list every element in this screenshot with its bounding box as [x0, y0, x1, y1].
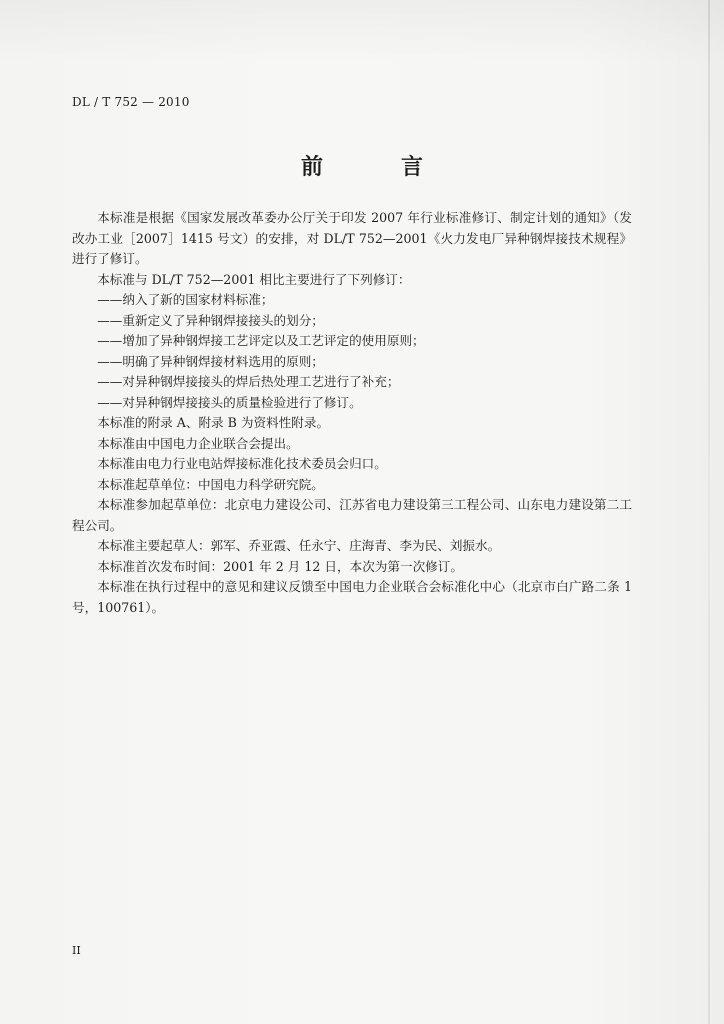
- revision-item: ——增加了异种钢焊接工艺评定以及工艺评定的使用原则；: [97, 333, 425, 348]
- paragraph: 本标准与 DL/T 752—2001 相比主要进行了下列修订：: [97, 271, 411, 287]
- paragraph: 本标准首次发布时间：2001 年 2 月 12 日，本次为第一次修订。: [97, 558, 463, 574]
- paragraph: 本标准起草单位：中国电力科学研究院。: [97, 476, 324, 492]
- revision-item: ——对异种钢焊接接头的质量检验进行了修订。: [97, 394, 362, 410]
- revision-item: ——对异种钢焊接接头的焊后热处理工艺进行了补充；: [97, 374, 400, 389]
- paragraph: 本标准的附录 A、附录 B 为资料性附录。: [97, 415, 330, 430]
- revision-item: ——明确了异种钢焊接材料选用的原则；: [97, 353, 324, 369]
- paragraph: 本标准由中国电力企业联合会提出。: [97, 435, 299, 451]
- paragraph: 本标准参加起草单位：北京电力建设公司、江苏省电力建设第三工程公司、山东电力建设第二工程公司。: [72, 497, 632, 533]
- page-number: II: [72, 944, 81, 957]
- paragraph: 本标准主要起草人：郭军、乔亚霞、任永宁、庄海青、李为民、刘振水。: [97, 538, 501, 553]
- revision-item: ——重新定义了异种钢焊接接头的划分；: [97, 312, 324, 328]
- paragraph: 本标准由电力行业电站焊接标准化技术委员会归口。: [97, 456, 387, 471]
- body-text: [72, 208, 632, 618]
- document-code: DL / T 752 — 2010: [72, 95, 190, 109]
- section-title: 前 言: [300, 155, 451, 180]
- paragraph: 本标准是根据《国家发展改革委办公厅关于印发 2007 年行业标准修订、制定计划的通知》（发改办工业［2007］1415 号文）的安排，对 DL/T 752—2001《火力发电厂异种钢焊接技术规程》进行了修订。: [72, 210, 632, 266]
- scan-shadow: [0, 0, 724, 64]
- revision-item: ——纳入了新的国家材料标准；: [97, 292, 274, 307]
- paragraph: 本标准在执行过程中的意见和建议反馈至中国电力企业联合会标准化中心（北京市白广路二条 1 号，100761）。: [72, 579, 632, 615]
